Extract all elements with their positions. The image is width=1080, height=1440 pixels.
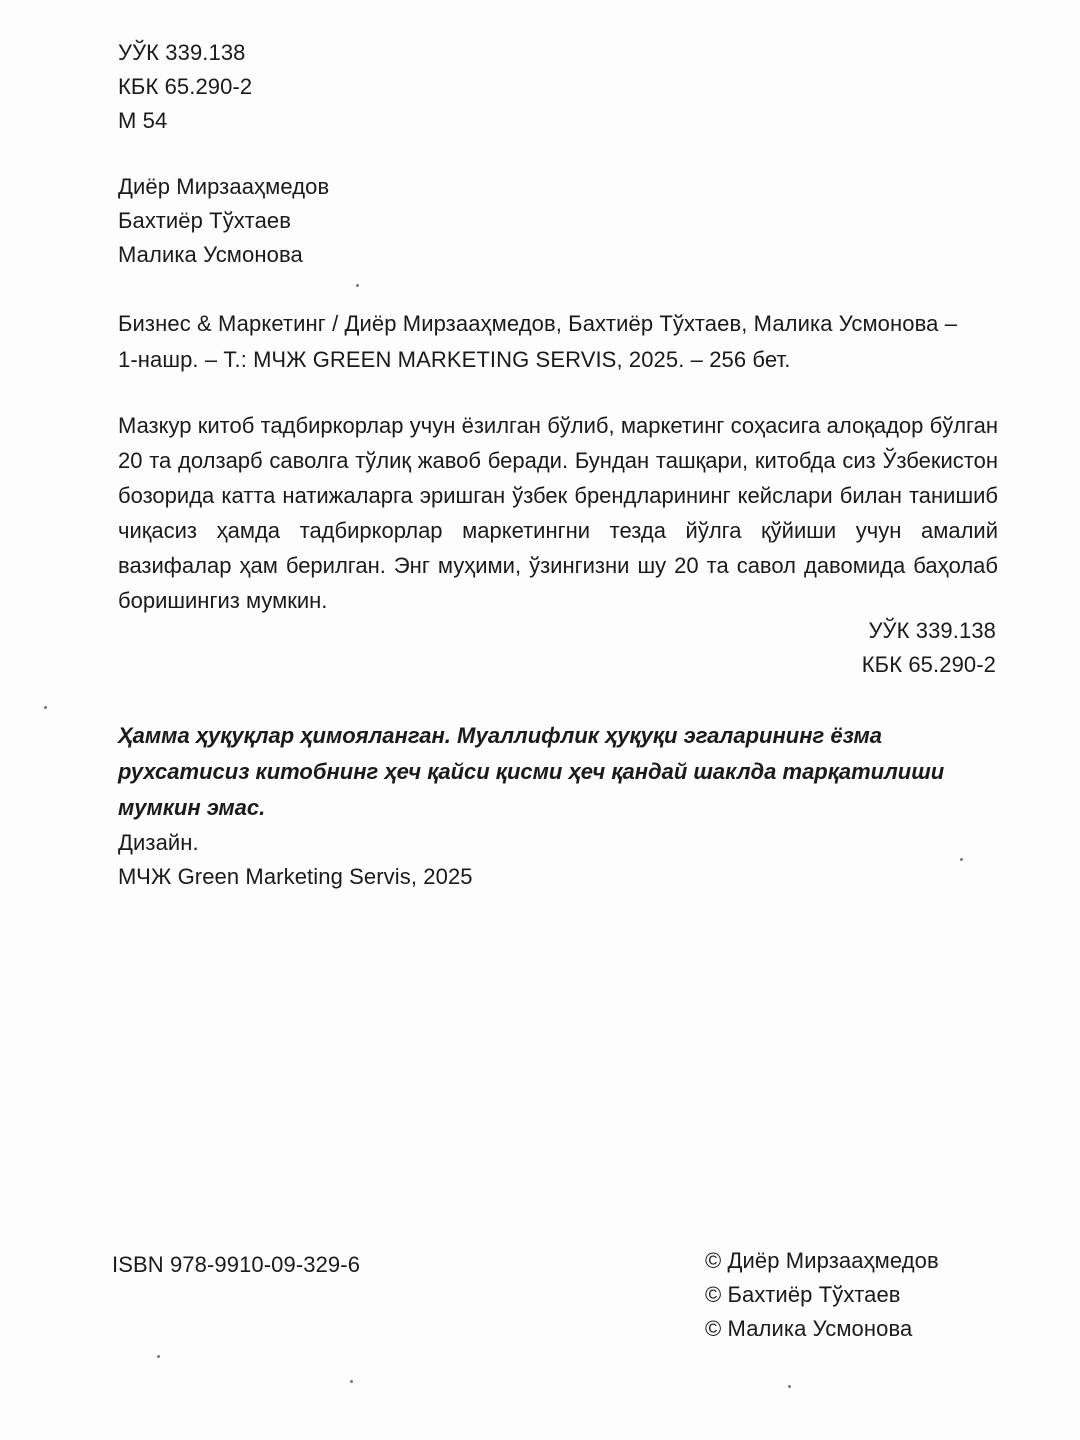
scan-speck	[960, 858, 963, 861]
udk-code: УЎК 339.138	[118, 40, 246, 65]
citation-line: 1-нашр. – Т.: МЧЖ GREEN MARKETING SERVIS, 2025. – 256 бет.	[118, 347, 791, 372]
design-studio: МЧЖ Green Marketing Servis, 2025	[118, 864, 473, 889]
scan-speck	[350, 1380, 353, 1383]
scan-speck	[157, 1355, 160, 1358]
citation-line: Бизнес & Маркетинг / Диёр Мирзааҳмедов, Бахтиёр Тўхтаев, Малика Усмонова –	[118, 311, 958, 336]
bibliographic-citation	[118, 306, 998, 378]
isbn-number: ISBN 978-9910-09-329-6	[112, 1252, 361, 1277]
author-name: Диёр Мирзааҳмедов	[118, 174, 330, 199]
scan-speck	[356, 284, 359, 287]
design-label: Дизайн.	[118, 830, 199, 855]
book-abstract: Мазкур китоб тадбиркорлар учун ёзилган бўлиб, маркетинг соҳасига алоқадор бўлган 20 та долзарб саволга тўлиқ жавоб беради. Бундан ташқари, китобда сиз Ўзбекистон бозорида катта натижаларга эришган ўзбек брендларининг кейслари билан танишиб чиқасиз ҳамда тадбиркорлар маркетингни тезда йўлга қўйиши учун амалий вазифалар ҳам берилган. Энг муҳими, ўзингизни шу 20 та савол давомида баҳолаб боришингиз мумкин.	[118, 413, 998, 613]
classification-codes-top	[118, 36, 252, 138]
rights-notice: Ҳамма ҳуқуқлар ҳимояланган. Муаллифлик ҳуқуқи эгаларининг ёзма рухсатисиз китобнинг ҳеч қайси қисми ҳеч қандай шаклда тарқатилиши мумкин эмас.	[118, 723, 945, 820]
scan-speck	[44, 706, 47, 709]
kbk-code: КБК 65.290-2	[861, 652, 996, 677]
classification-codes-right	[862, 614, 996, 682]
author-name: Малика Усмонова	[118, 242, 303, 267]
udk-code: УЎК 339.138	[868, 618, 996, 643]
copyright-list	[705, 1244, 939, 1346]
author-sign: М 54	[118, 108, 168, 133]
design-credit	[118, 826, 473, 894]
scan-speck	[788, 1385, 791, 1388]
kbk-code: КБК 65.290-2	[118, 74, 253, 99]
copyright-line: © Малика Усмонова	[705, 1316, 913, 1341]
copyright-line: © Диёр Мирзааҳмедов	[705, 1248, 939, 1273]
author-list	[118, 170, 329, 272]
author-name: Бахтиёр Тўхтаев	[118, 208, 292, 233]
copyright-line: © Бахтиёр Тўхтаев	[705, 1282, 901, 1307]
